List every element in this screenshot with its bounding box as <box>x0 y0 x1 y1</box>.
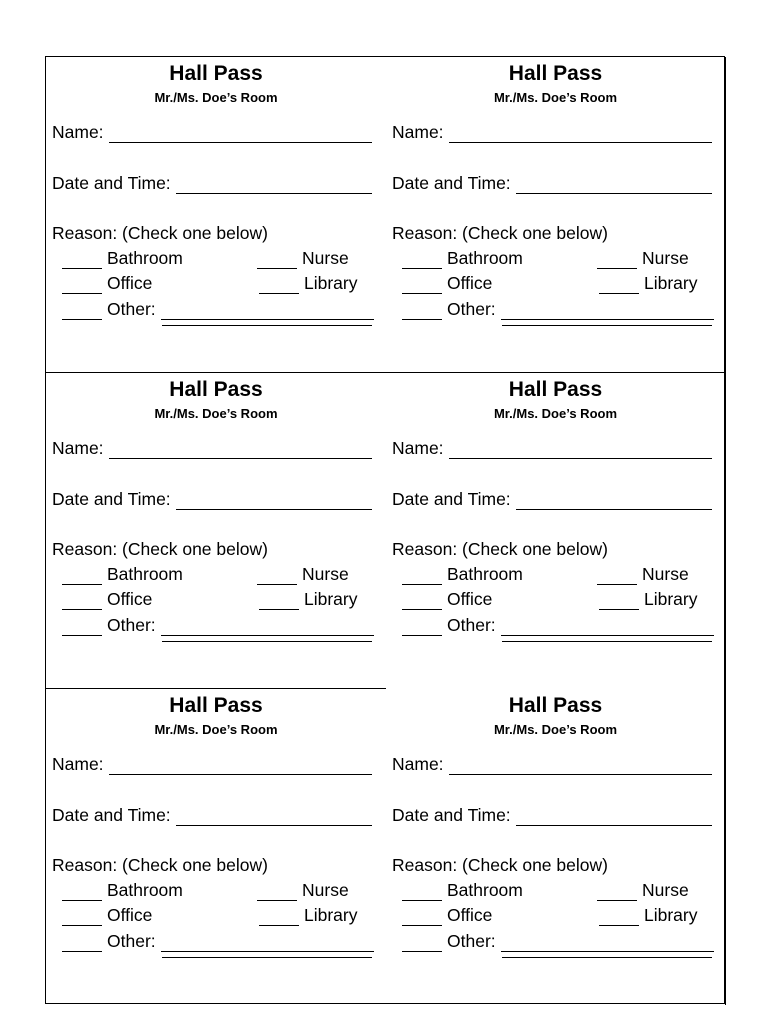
check-blank[interactable] <box>62 569 102 585</box>
name-field[interactable] <box>52 437 372 459</box>
name-label: Name: <box>392 122 444 142</box>
name-blank[interactable] <box>449 759 712 775</box>
option-label: Office <box>107 589 153 609</box>
date-time-field[interactable] <box>392 488 712 510</box>
option-bathroom[interactable] <box>402 563 523 585</box>
name-blank[interactable] <box>109 127 372 143</box>
option-label: Nurse <box>642 880 689 900</box>
other-blank[interactable] <box>501 936 714 952</box>
date-time-label: Date and Time: <box>392 489 511 509</box>
pass-room: Mr./Ms. Doe’s Room <box>493 90 618 105</box>
option-label: Nurse <box>302 880 349 900</box>
option-label: Office <box>107 273 153 293</box>
option-label: Bathroom <box>107 880 183 900</box>
option-label: Other: <box>447 299 496 319</box>
name-label: Name: <box>52 122 104 142</box>
other-continuation-blank[interactable] <box>162 641 372 642</box>
check-blank[interactable] <box>62 304 102 320</box>
name-field[interactable] <box>392 753 712 775</box>
check-blank[interactable] <box>257 885 297 901</box>
check-blank[interactable] <box>597 885 637 901</box>
reason-label: Reason: (Check one below) <box>52 539 268 559</box>
date-time-blank[interactable] <box>516 810 712 826</box>
date-time-field[interactable] <box>52 804 372 826</box>
pass-title: Hall Pass <box>508 694 603 717</box>
option-label: Nurse <box>302 248 349 268</box>
option-bathroom[interactable] <box>62 563 183 585</box>
check-blank[interactable] <box>599 910 639 926</box>
check-blank[interactable] <box>62 885 102 901</box>
option-label: Other: <box>447 615 496 635</box>
other-continuation-blank[interactable] <box>162 325 372 326</box>
name-blank[interactable] <box>109 443 372 459</box>
option-bathroom[interactable] <box>402 879 523 901</box>
option-library[interactable] <box>599 272 698 294</box>
check-blank[interactable] <box>62 253 102 269</box>
option-office[interactable] <box>402 272 492 294</box>
reason-label: Reason: (Check one below) <box>52 223 268 243</box>
pass-room: Mr./Ms. Doe’s Room <box>493 722 618 737</box>
date-time-blank[interactable] <box>516 494 712 510</box>
other-continuation-blank[interactable] <box>502 957 712 958</box>
option-office[interactable] <box>62 588 152 610</box>
option-nurse[interactable] <box>597 563 689 585</box>
date-time-blank[interactable] <box>516 178 712 194</box>
option-bathroom[interactable] <box>62 247 183 269</box>
option-office[interactable] <box>402 904 492 926</box>
date-time-label: Date and Time: <box>52 805 171 825</box>
option-label: Library <box>644 905 698 925</box>
check-blank[interactable] <box>402 594 442 610</box>
option-office[interactable] <box>62 904 152 926</box>
name-field[interactable] <box>392 121 712 143</box>
hall-pass-card <box>46 689 386 1005</box>
check-blank[interactable] <box>402 936 442 952</box>
date-time-field[interactable] <box>392 172 712 194</box>
other-continuation-blank[interactable] <box>502 325 712 326</box>
check-blank[interactable] <box>62 936 102 952</box>
hall-pass-card <box>46 373 386 689</box>
check-blank[interactable] <box>402 278 442 294</box>
check-blank[interactable] <box>402 885 442 901</box>
name-blank[interactable] <box>449 443 712 459</box>
option-label: Other: <box>107 299 156 319</box>
option-other[interactable] <box>402 298 714 320</box>
date-time-field[interactable] <box>52 488 372 510</box>
option-office[interactable] <box>62 272 152 294</box>
option-library[interactable] <box>599 588 698 610</box>
option-library[interactable] <box>599 904 698 926</box>
check-blank[interactable] <box>402 569 442 585</box>
option-nurse[interactable] <box>597 879 689 901</box>
date-time-blank[interactable] <box>176 178 372 194</box>
other-blank[interactable] <box>501 620 714 636</box>
name-field[interactable] <box>52 121 372 143</box>
reason-label: Reason: (Check one below) <box>52 855 268 875</box>
hall-pass-sheet <box>45 56 725 1004</box>
hall-pass-card <box>46 57 386 373</box>
pass-title: Hall Pass <box>169 378 263 401</box>
option-nurse[interactable] <box>257 563 349 585</box>
name-field[interactable] <box>52 753 372 775</box>
check-blank[interactable] <box>597 569 637 585</box>
check-blank[interactable] <box>597 253 637 269</box>
option-nurse[interactable] <box>597 247 689 269</box>
check-blank[interactable] <box>62 620 102 636</box>
hall-pass-card <box>386 57 726 373</box>
reason-label: Reason: (Check one below) <box>392 539 608 559</box>
check-blank[interactable] <box>62 594 102 610</box>
option-label: Bathroom <box>447 880 523 900</box>
name-field[interactable] <box>392 437 712 459</box>
date-time-label: Date and Time: <box>392 173 511 193</box>
option-bathroom[interactable] <box>62 879 183 901</box>
check-blank[interactable] <box>257 569 297 585</box>
option-label: Bathroom <box>107 564 183 584</box>
date-time-field[interactable] <box>52 172 372 194</box>
check-blank[interactable] <box>599 278 639 294</box>
reason-label: Reason: (Check one below) <box>392 223 608 243</box>
check-blank[interactable] <box>402 304 442 320</box>
option-other[interactable] <box>62 930 374 952</box>
option-label: Library <box>304 589 358 609</box>
hall-pass-card <box>386 689 726 1005</box>
check-blank[interactable] <box>259 910 299 926</box>
option-nurse[interactable] <box>257 879 349 901</box>
reason-label: Reason: (Check one below) <box>392 855 608 875</box>
other-blank[interactable] <box>161 620 374 636</box>
date-time-field[interactable] <box>392 804 712 826</box>
other-blank[interactable] <box>161 936 374 952</box>
other-blank[interactable] <box>501 304 714 320</box>
option-label: Office <box>107 905 153 925</box>
option-other[interactable] <box>402 614 714 636</box>
other-continuation-blank[interactable] <box>502 641 712 642</box>
check-blank[interactable] <box>259 594 299 610</box>
hall-pass-card <box>386 373 726 689</box>
option-label: Nurse <box>302 564 349 584</box>
name-label: Name: <box>52 438 104 458</box>
option-label: Nurse <box>642 564 689 584</box>
option-label: Bathroom <box>447 564 523 584</box>
option-label: Bathroom <box>447 248 523 268</box>
option-other[interactable] <box>62 614 374 636</box>
other-blank[interactable] <box>161 304 374 320</box>
option-label: Office <box>447 589 493 609</box>
name-label: Name: <box>392 754 444 774</box>
option-label: Other: <box>107 615 156 635</box>
pass-room: Mr./Ms. Doe’s Room <box>154 90 278 105</box>
option-label: Bathroom <box>107 248 183 268</box>
name-label: Name: <box>52 754 104 774</box>
check-blank[interactable] <box>257 253 297 269</box>
check-blank[interactable] <box>402 620 442 636</box>
option-label: Library <box>644 589 698 609</box>
other-continuation-blank[interactable] <box>162 957 372 958</box>
pass-title: Hall Pass <box>508 62 603 85</box>
option-label: Office <box>447 273 493 293</box>
option-label: Library <box>644 273 698 293</box>
pass-title: Hall Pass <box>508 378 603 401</box>
check-blank[interactable] <box>62 910 102 926</box>
check-blank[interactable] <box>402 910 442 926</box>
option-label: Other: <box>447 931 496 951</box>
option-bathroom[interactable] <box>402 247 523 269</box>
option-other[interactable] <box>62 298 374 320</box>
check-blank[interactable] <box>259 278 299 294</box>
option-library[interactable] <box>259 272 358 294</box>
option-label: Library <box>304 905 358 925</box>
check-blank[interactable] <box>599 594 639 610</box>
date-time-label: Date and Time: <box>52 173 171 193</box>
date-time-label: Date and Time: <box>392 805 511 825</box>
option-label: Other: <box>107 931 156 951</box>
date-time-blank[interactable] <box>176 810 372 826</box>
pass-room: Mr./Ms. Doe’s Room <box>154 722 278 737</box>
check-blank[interactable] <box>62 278 102 294</box>
option-office[interactable] <box>402 588 492 610</box>
option-label: Nurse <box>642 248 689 268</box>
pass-room: Mr./Ms. Doe’s Room <box>493 406 618 421</box>
date-time-label: Date and Time: <box>52 489 171 509</box>
name-blank[interactable] <box>449 127 712 143</box>
check-blank[interactable] <box>402 253 442 269</box>
option-label: Office <box>447 905 493 925</box>
option-library[interactable] <box>259 904 358 926</box>
pass-title: Hall Pass <box>169 694 263 717</box>
date-time-blank[interactable] <box>176 494 372 510</box>
name-label: Name: <box>392 438 444 458</box>
name-blank[interactable] <box>109 759 372 775</box>
option-label: Library <box>304 273 358 293</box>
pass-room: Mr./Ms. Doe’s Room <box>154 406 278 421</box>
option-nurse[interactable] <box>257 247 349 269</box>
option-other[interactable] <box>402 930 714 952</box>
pass-title: Hall Pass <box>169 62 263 85</box>
option-library[interactable] <box>259 588 358 610</box>
